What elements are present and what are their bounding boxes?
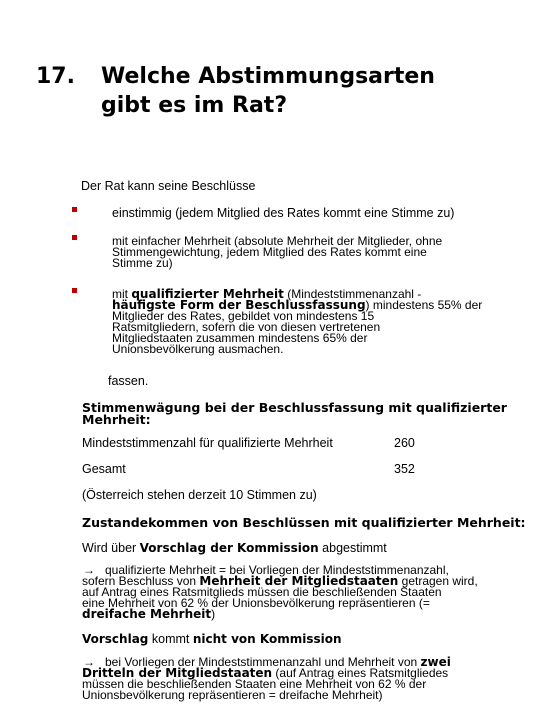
bullet-marker xyxy=(72,207,77,212)
arrow-icon: → xyxy=(83,563,95,577)
fassen-text: fassen. xyxy=(108,374,149,388)
table-row-label: Mindeststimmenzahl für qualifizierte Mehrheit xyxy=(82,436,333,450)
bullet-qualified-majority xyxy=(112,289,482,355)
text-line: Stimme zu) xyxy=(112,256,173,270)
text-line: Unionsbevölkerung repräsentieren = dreifache Mehrheit) xyxy=(82,688,383,702)
text-line: Unionsbevölkerung ausmachen. xyxy=(112,342,284,356)
text-line: müssen die beschließenden Staaten eine Mehrheit von 62 % der xyxy=(82,677,427,691)
text-line: → qualifizierte Mehrheit = bei Vorliegen der Mindeststimmenanzahl, xyxy=(83,563,449,577)
austria-note: (Österreich stehen derzeit 10 Stimmen zu) xyxy=(82,488,317,502)
text-line: häufigste Form der Beschlussfassung) mindestens 55% der xyxy=(112,298,483,312)
text-line: sofern Beschluss von Mehrheit der Mitgliedstaaten getragen wird, xyxy=(82,574,478,588)
table-row-value: 352 xyxy=(394,462,415,476)
text-line: Ratsmitgliedern, sofern die von diesen vertretenen xyxy=(112,320,381,334)
non-commission-text: Vorschlag kommt nicht von Kommission xyxy=(82,632,342,646)
text-line: Dritteln der Mitgliedstaaten (auf Antrag eines Ratsmitgliedes xyxy=(82,666,449,680)
text-line: mit einfacher Mehrheit (absolute Mehrheit der Mitglieder, ohne xyxy=(112,234,443,248)
text-line: Mitglieder des Rates, gebildet von mindestens 15 xyxy=(112,309,375,323)
adoption-heading: Zustandekommen von Beschlüssen mit qualifizierter Mehrheit: xyxy=(82,515,526,530)
heading-line: Stimmenwägung bei der Beschlussfassung mit qualifizierter xyxy=(82,400,507,415)
table-row-value: 260 xyxy=(394,436,415,450)
text-line: dreifache Mehrheit) xyxy=(82,607,216,621)
title-line-1: Welche Abstimmungsarten xyxy=(101,64,435,89)
intro-text: Der Rat kann seine Beschlüsse xyxy=(81,179,256,193)
text-line: Stimmengewichtung, jedem Mitglied des Rates kommt eine xyxy=(112,245,427,259)
text-line: eine Mehrheit von 62 % der Unionsbevölkerung repräsentieren (= xyxy=(82,596,430,610)
text-line: Mitgliedstaaten zusammen mindestens 65% der xyxy=(112,331,368,345)
text-line: mit qualifizierter Mehrheit (Mindeststimmenanzahl - xyxy=(112,287,422,301)
arrow-icon: → xyxy=(83,655,95,669)
text-line: auf Antrag eines Ratsmitglieds müssen die beschließenden Staaten xyxy=(82,585,442,599)
heading-line: Mehrheit: xyxy=(82,411,151,427)
title-line-2: gibt es im Rat? xyxy=(101,93,288,118)
weighting-heading xyxy=(82,402,507,425)
section-number: 17. xyxy=(36,64,75,89)
bullet-marker xyxy=(72,235,77,240)
bullet-marker xyxy=(72,288,77,293)
bullet-unanimous: einstimmig (jedem Mitglied des Rates kommt eine Stimme zu) xyxy=(112,206,455,220)
commission-proposal-text: Wird über Vorschlag der Kommission abgestimmt xyxy=(82,541,387,555)
page-title xyxy=(101,62,435,120)
commission-case-detail xyxy=(82,565,478,620)
text-line: → bei Vorliegen der Mindeststimmenanzahl und Mehrheit von zwei xyxy=(83,655,451,669)
bullet-simple-majority xyxy=(112,236,442,269)
table-row-label: Gesamt xyxy=(82,462,126,476)
non-commission-detail xyxy=(82,657,451,701)
